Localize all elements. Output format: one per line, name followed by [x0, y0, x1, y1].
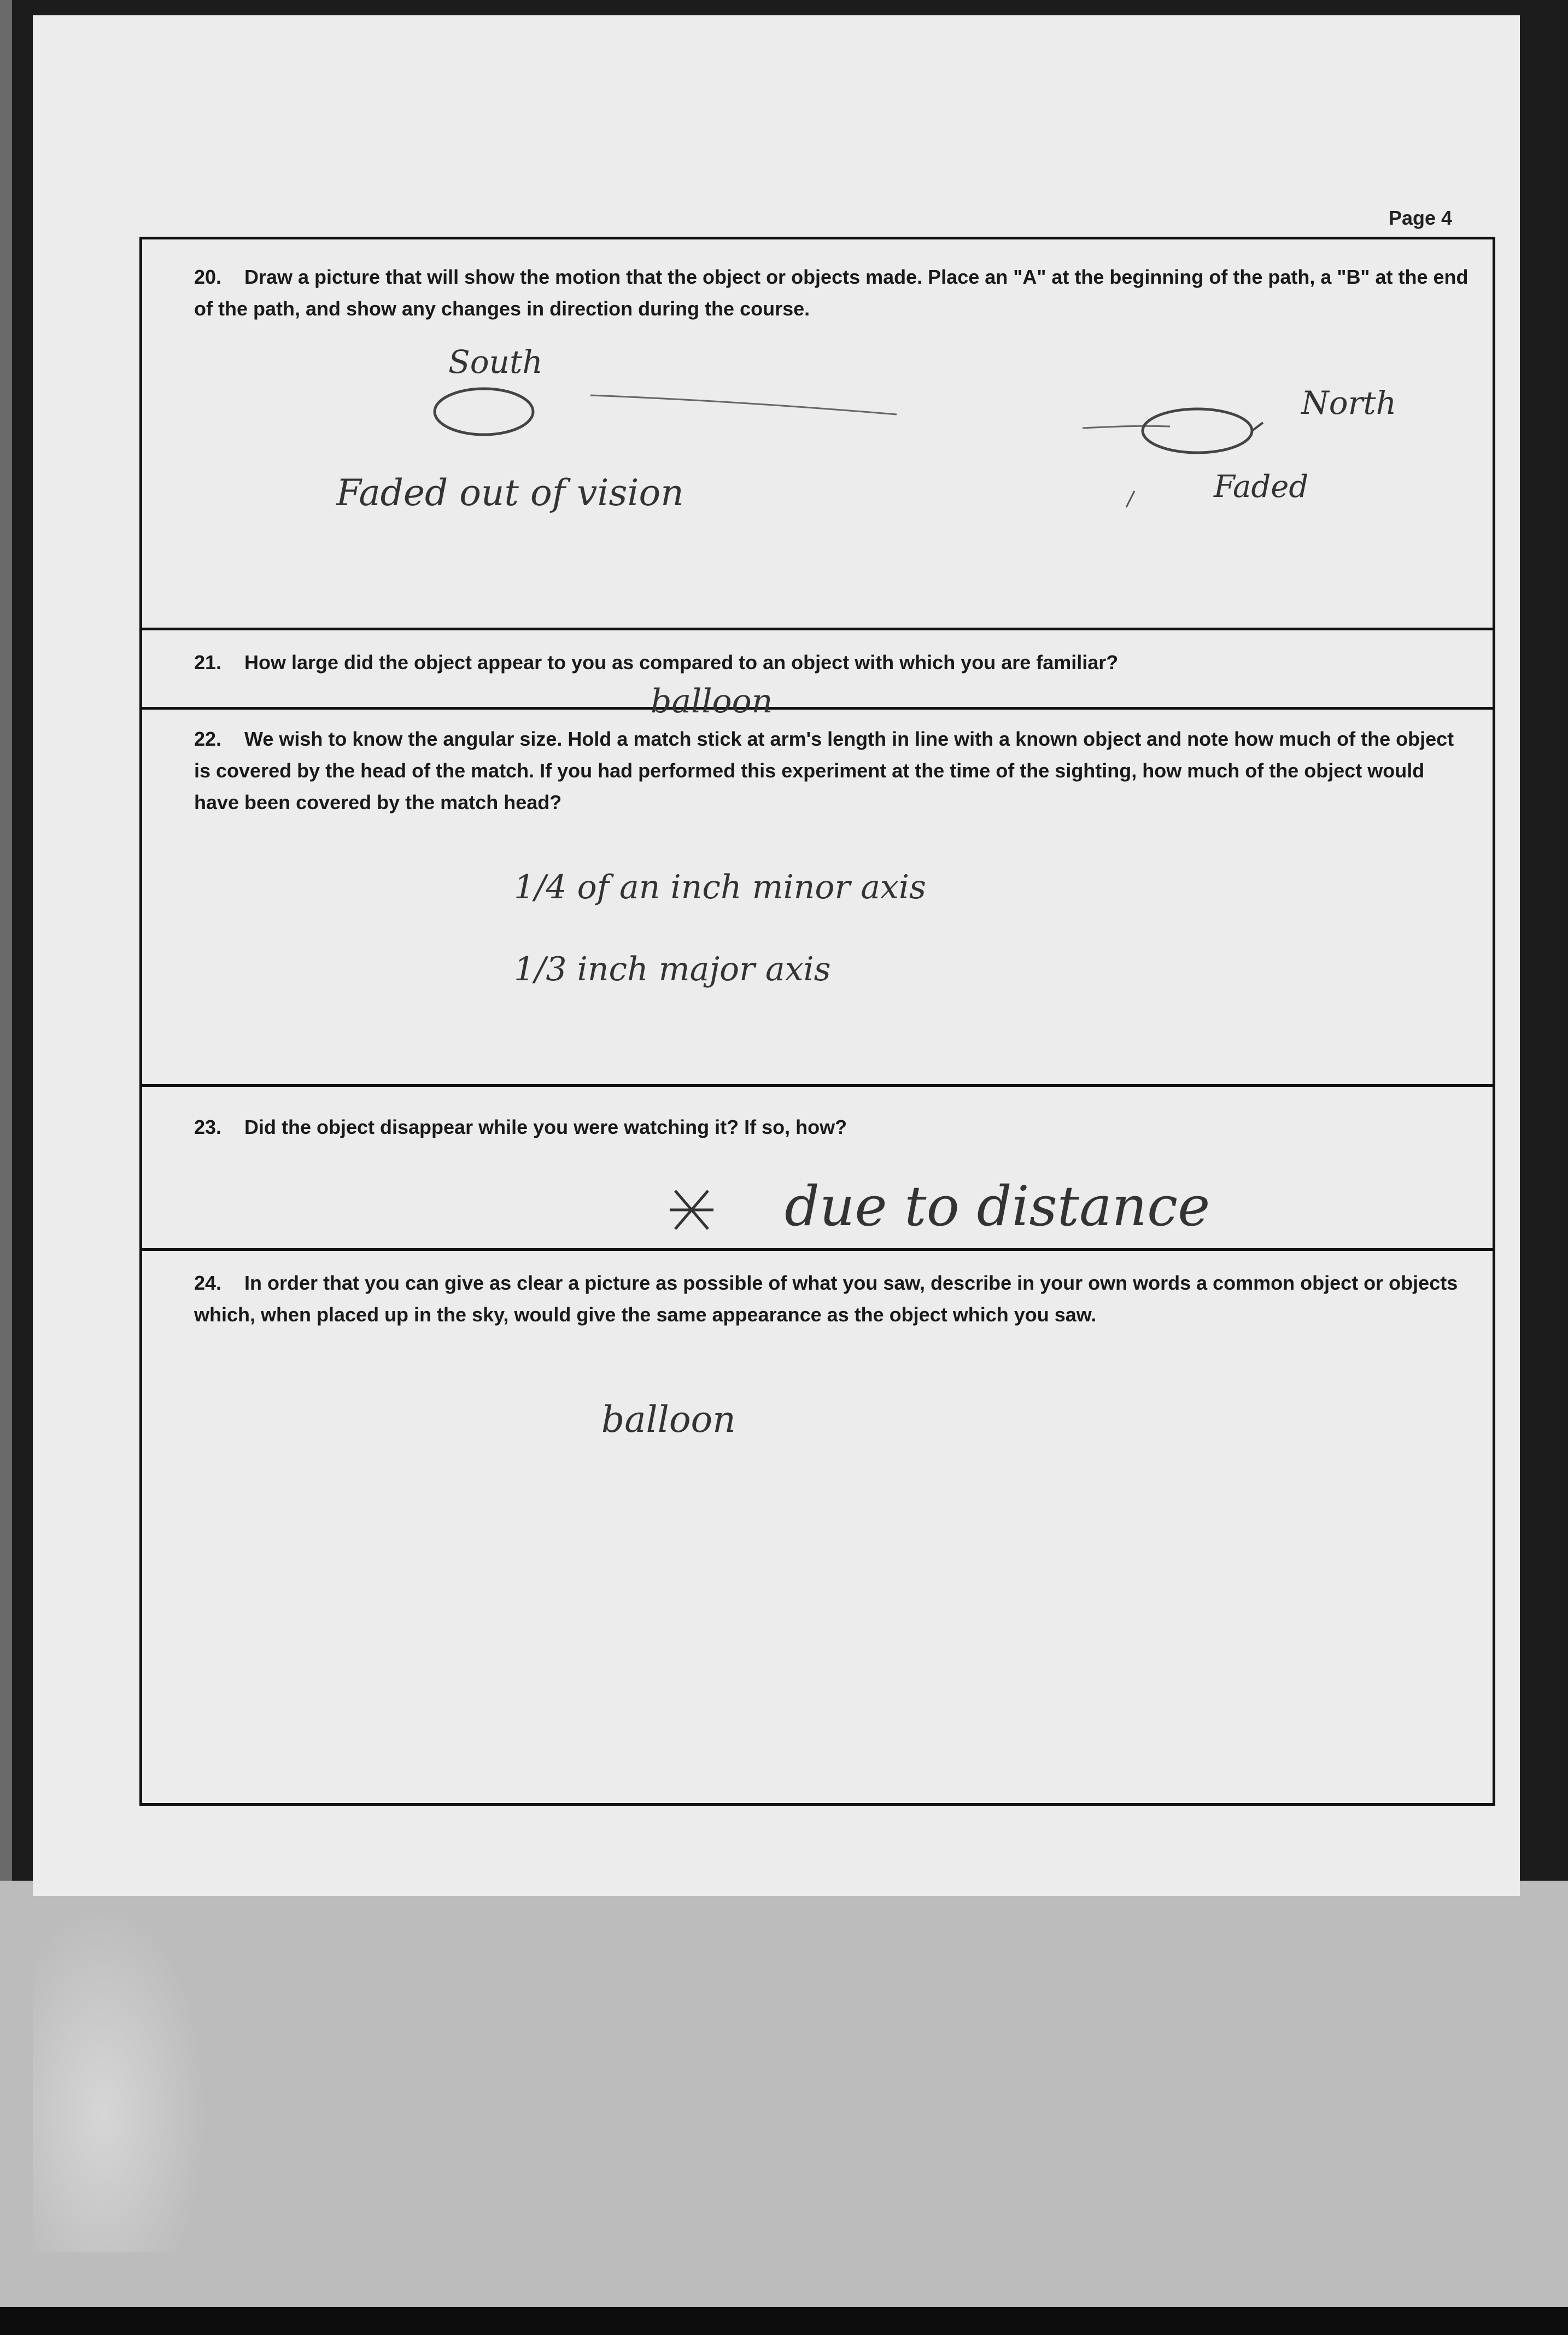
answer-23: due to distance [785, 1174, 1210, 1238]
question-number: 23. [194, 1116, 222, 1138]
scan-glare [33, 1903, 208, 2252]
question-number: 21. [194, 651, 222, 674]
question-number: 24. [194, 1272, 222, 1294]
questionnaire-box [139, 237, 1495, 1806]
answer-24: balloon [601, 1398, 736, 1441]
question-24 [194, 1267, 1473, 1331]
question-number: 20. [194, 266, 222, 288]
form-page [33, 15, 1520, 1896]
south-label: South [448, 343, 543, 381]
question-text: Draw a picture that will show the motion that the object or objects made. Place an "A" at the beginning of the path, a "B" at the end of the path, and show any changes in direction during the course. [194, 266, 1468, 320]
struck-out-no [142, 239, 1498, 1809]
question-number: 22. [194, 728, 222, 750]
question-text: We wish to know the angular size. Hold a match stick at arm's length in line with a known object and note how much of the object is covered by the head of the match. If you had performed this experiment at the time of the sighting, how much of the object would have been covered by the match head? [194, 728, 1454, 814]
answer-21: balloon [651, 682, 773, 721]
north-label: North [1301, 384, 1397, 422]
faded-out-note: Faded out of vision [336, 472, 684, 514]
scan-background [0, 1881, 1568, 2307]
divider [142, 1248, 1493, 1251]
question-text: Did the object disappear while you were watching it? If so, how? [244, 1116, 847, 1138]
faded-note: Faded [1214, 469, 1309, 505]
question-text: How large did the object appear to you as compared to an object with which you are familiar? [244, 651, 1119, 674]
scan-bottom-border [0, 2307, 1568, 2335]
answer-22-line-2: 1/3 inch major axis [514, 950, 831, 988]
question-text: In order that you can give as clear a picture as possible of what you saw, describe in your own words a common object or objects which, when placed up in the sky, would give the same appearance as the object which you saw. [194, 1272, 1458, 1326]
page-number: Page 4 [1389, 207, 1453, 229]
answer-22-line-1: 1/4 of an inch minor axis [514, 868, 926, 906]
